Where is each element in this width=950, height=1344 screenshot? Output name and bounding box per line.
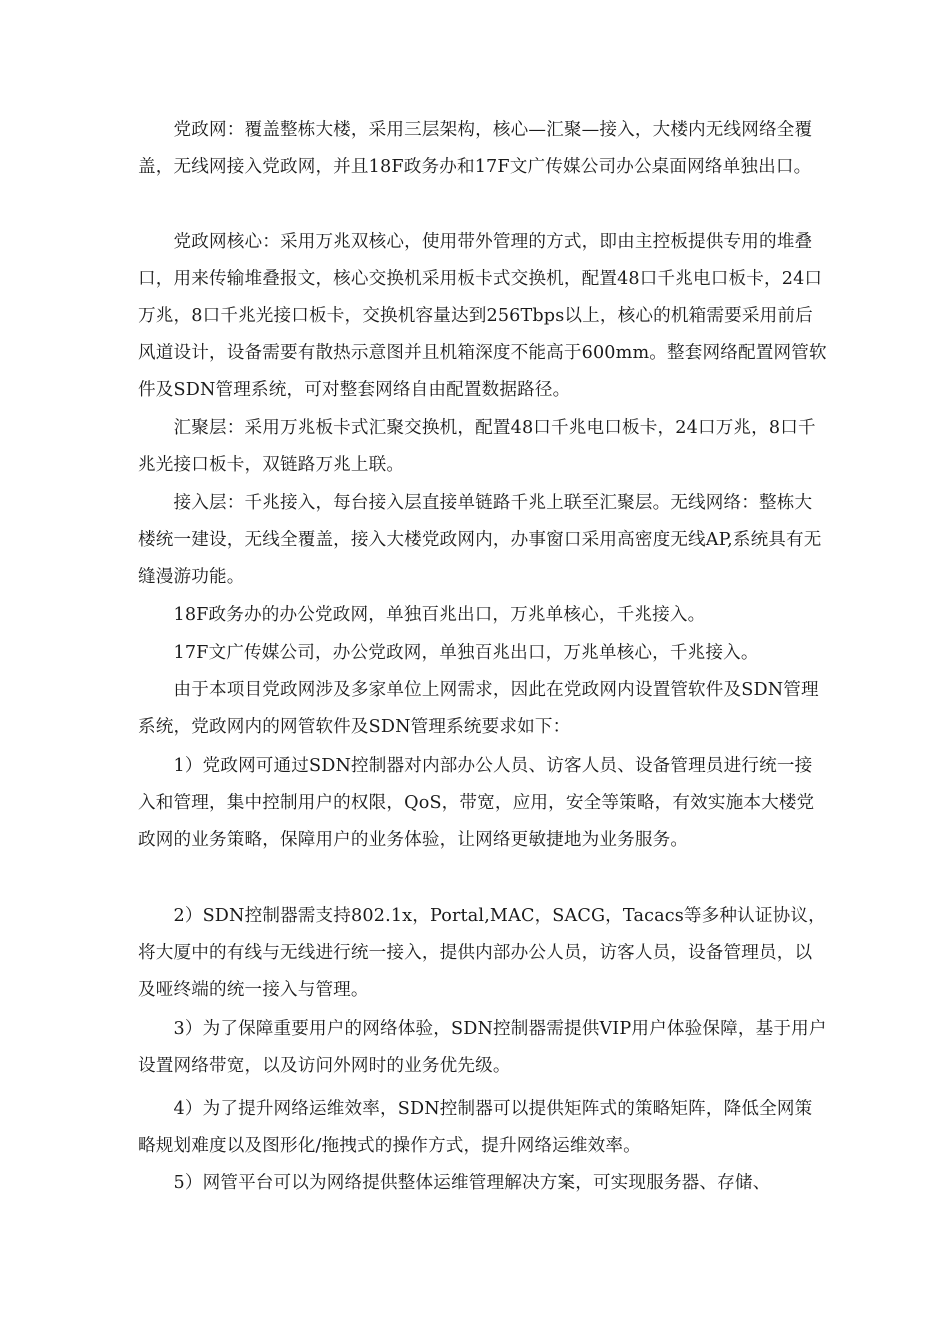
paragraph-access-layer: 接入层：千兆接入，每台接入层直接单链路千兆上联至汇聚层。无线网络：整栋大楼统一建设，无线全覆盖，接入大楼党政网内，办事窗口采用高密度无线AP,系统具有无缝漫游功能。	[138, 493, 822, 587]
paragraph-party-network: 党政网：覆盖整栋大楼，采用三层架构，核心—汇聚—接入，大楼内无线网络全覆盖，无线网接入党政网，并且18F政务办和17F文广传媒公司办公桌面网络单独出口。	[138, 120, 813, 177]
paragraph-18f-office: 18F政务办的办公党政网，单独百兆出口，万兆单核心，千兆接入。	[138, 605, 706, 625]
paragraph-requirement-2: 2）SDN控制器需支持802.1x，Portal,MAC，SACG，Tacacs等多种认证协议，将大厦中的有线与无线进行统一接入，提供内部办公人员，访客人员，设备管理员，以及哑终端的统一接入与管理。	[138, 906, 826, 1000]
paragraph-17f-media: 17F文广传媒公司，办公党政网，单独百兆出口，万兆单核心，千兆接入。	[138, 643, 759, 663]
paragraph-requirement-3: 3）为了保障重要用户的网络体验，SDN控制器需提供VIP用户体验保障，基于用户设置网络带宽，以及访问外网时的业务优先级。	[138, 1019, 827, 1076]
paragraph-requirements-intro: 由于本项目党政网涉及多家单位上网需求，因此在党政网内设置管软件及SDN管理系统，党政网内的网管软件及SDN管理系统要求如下：	[138, 680, 819, 737]
paragraph-requirement-1: 1）党政网可通过SDN控制器对内部办公人员、访客人员、设备管理员进行统一接入和管理，集中控制用户的权限，QoS，带宽，应用，安全等策略，有效实施本大楼党政网的业务策略，保障用户的业务体验，让网络更敏捷地为业务服务。	[138, 756, 815, 850]
paragraph-requirement-5: 5）网管平台可以为网络提供整体运维管理解决方案，可实现服务器、存储、	[138, 1173, 771, 1193]
paragraph-aggregation-layer: 汇聚层：采用万兆板卡式汇聚交换机，配置48口千兆电口板卡，24口万兆，8口千兆光接口板卡，双链路万兆上联。	[138, 418, 816, 475]
paragraph-requirement-4: 4）为了提升网络运维效率，SDN控制器可以提供矩阵式的策略矩阵，降低全网策略规划难度以及图形化/拖拽式的操作方式，提升网络运维效率。	[138, 1099, 813, 1156]
paragraph-core-layer: 党政网核心：采用万兆双核心，使用带外管理的方式，即由主控板提供专用的堆叠口，用来传输堆叠报文，核心交换机采用板卡式交换机，配置48口千兆电口板卡，24口万兆，8口千兆光接口板卡，交换机容量达到256Tbps以上，核心的机箱需要采用前后风道设计，设备需要有散热示意图并且机箱深度不能高于600mm。整套网络配置网管软件及SDN管理系统，可对整套网络自由配置数据路径。	[138, 232, 827, 400]
